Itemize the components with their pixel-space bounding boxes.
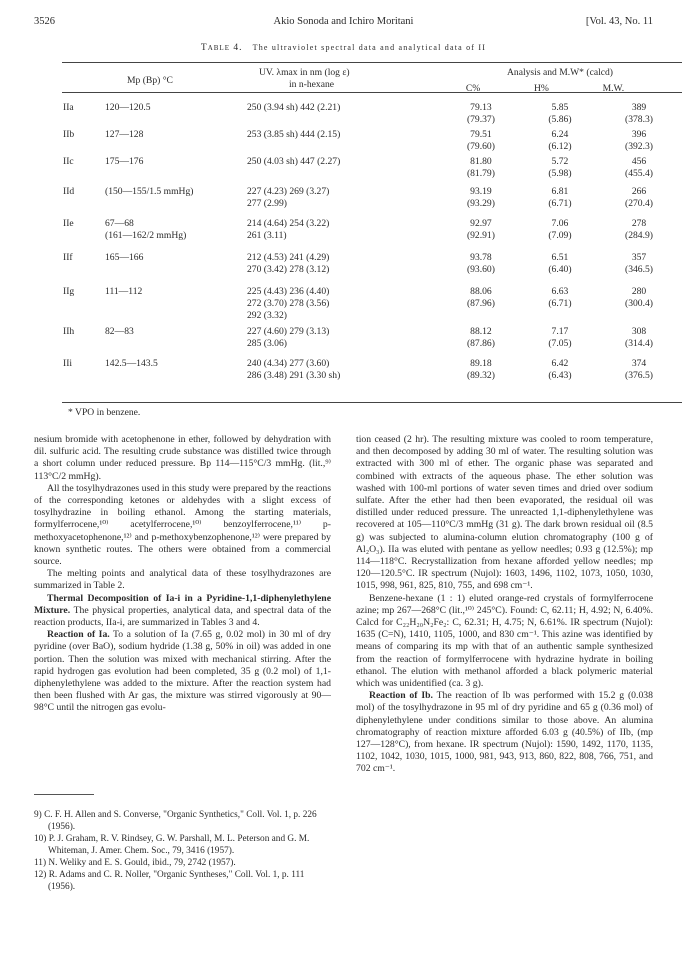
c-percent-cell: 79.51 (79.60) <box>466 129 495 152</box>
table-row <box>62 127 682 154</box>
mp-cell: 142.5—143.5 <box>105 358 158 369</box>
compound-id: IIg <box>63 286 75 297</box>
header-c: C% <box>465 83 481 94</box>
mw-cell: 308 (314.4) <box>625 326 653 349</box>
uv-cell: 227 (4.60) 279 (3.13) 285 (3.06) <box>247 326 330 349</box>
mw-cell: 266 (270.4) <box>625 186 653 209</box>
mw-cell: 389 (378.3) <box>625 102 653 125</box>
mp-cell: (150—155/1.5 mmHg) <box>105 186 194 197</box>
c-percent-cell: 88.06 (87.96) <box>466 286 495 309</box>
uv-cell: 212 (4.53) 241 (4.29) 270 (3.42) 278 (3.12) <box>247 252 330 275</box>
compound-id: IIh <box>63 326 75 337</box>
mw-cell: 456 (455.4) <box>625 156 653 179</box>
paragraph: Reaction of Ib. The reaction of Ib was performed with 15.2 g (0.038 mol) of the tosylhydrazone in 95 ml of dry pyridine and 65 g (0.36 mol) of diphenylethylene under conditions similar to those above. An alumina chromatography of reaction mixture afforded 6.03 g (40.5%) of IIb, (mp 127—128°C), from hexane. IR spectrum (Nujol): 1590, 1492, 1170, 1135, 1102, 1042, 1030, 1015, 1000, 981, 943, 913, 860, 822, 808, 766, 751, and 702 cm⁻¹. <box>356 690 653 775</box>
paragraph: Reaction of Ia. To a solution of Ia (7.65 g, 0.02 mol) in 30 ml of dry pyridine (over BaO), sodium hydride (1.38 g, 50% in oil) was added in one portion. Then the solution was mixed with mechanical stirring. After the rapid hydrogen gas evolution had been completed, 35 g (0.2 mol) of 1,1-diphenylethylene was added to the mixture. After the reaction system had then been flushed with Ar gas, the mixture was stirred vigorously at 90—98°C until the nitrogen gas evolu- <box>34 629 331 714</box>
paragraph: Benzene-hexane (1 : 1) eluted orange-red crystals of formylferrocene azine; mp 267—268°C (lit.,¹⁰⁾ 245°C). Found: C, 62.11; H, 4.92; N, 6.40%. Calcd for C₂₂H₂₀N₂Fe₂: C, 62.31; H, 4.75; N, 6.61%. IR spectrum (Nujol): 1635 (C=N), 1410, 1105, 1000, and 830 cm⁻¹. This azine was identified by means of comparing its mp with that of an authentic sample synthesized from the reaction of formylferrocene with hydrazine hydrate in boiling ethanol. The elution with methanol afforded a black polymeric material which was unidentified (ca. 3 g). <box>356 592 653 690</box>
table-row <box>62 184 682 216</box>
table-top-rule <box>62 62 682 63</box>
header-analysis: Analysis and M.W* (calcd) C% H% M.W. <box>465 67 625 94</box>
page-number: 3526 <box>34 16 55 27</box>
table-title: The ultraviolet spectral data and analytical data of II <box>252 43 487 52</box>
left-column <box>34 434 331 715</box>
header-mw: M.W. <box>602 83 625 94</box>
reaction-ia-heading: Reaction of Ia. <box>47 629 110 641</box>
table-footnote: * VPO in benzene. <box>68 407 141 418</box>
uv-cell: 214 (4.64) 254 (3.22) 261 (3.11) <box>247 218 330 241</box>
h-percent-cell: 5.85 (5.86) <box>548 102 572 125</box>
page-header <box>34 16 653 30</box>
mp-cell: 82—83 <box>105 326 134 337</box>
paragraph: tion ceased (2 hr). The resulting mixture was cooled to room temperature, and then decomposed by adding 30 ml of water. The resulting solution was extracted with 300 ml of ether. The organic phase was separated and combined with extracts of the aqueous phase. The ether solution was washed with 100-ml portions of water seven times and dried over sodium sulfate. After the ether had then been evaporated, the residual oil was distilled under reduced pressure. The unreacted 1,1-diphenylethylene was recovered at 105—110°C/3 mmHg (31 g). The dark brown residual oil (8.5 g) was subjected to alumina-column elution chromatography (100 g of Al₂O₃). IIa was eluted with pentane as yellow needles; 0.93 g (12.5%); mp 114—118°C. Recrystallization from hexane afforded yellow needles; mp 120—120.5°C. IR spectrum (Nujol): 1603, 1496, 1102, 1073, 1050, 1030, 1015, 998, 961, 825, 810, 755, and 698 cm⁻¹. <box>356 434 653 592</box>
mp-cell: 67—68 (161—162/2 mmHg) <box>105 218 187 241</box>
compound-id: IIc <box>63 156 74 167</box>
uv-cell: 253 (3.85 sh) 444 (2.15) <box>247 129 341 140</box>
h-percent-cell: 6.51 (6.40) <box>548 252 572 275</box>
reference-item: 12) R. Adams and C. R. Noller, "Organic Syntheses," Coll. Vol. 1, p. 111 (1956). <box>34 870 305 892</box>
mw-cell: 280 (300.4) <box>625 286 653 309</box>
reaction-ib-heading: Reaction of Ib. <box>369 690 433 702</box>
table-row <box>62 96 682 127</box>
volume-info: [Vol. 43, No. 11 <box>585 16 653 27</box>
paragraph: All the tosylhydrazones used in this study were prepared by the reactions of the corresponding ketones or aldehydes with a slight excess of tosylhydrazine in boiling ethanol. Among the starting materials, formylferrocene,¹⁰⁾ acetylferrocene,¹⁰⁾ benzoylferrocene,¹¹⁾ p-methoxyacetophenone,¹²⁾ and p-methoxybenzophenone,¹²⁾ were prepared by known synthetic routes. The others were obtained from a commercial source. <box>34 482 331 568</box>
c-percent-cell: 93.19 (93.29) <box>466 186 495 209</box>
references-divider <box>34 794 94 795</box>
data-table <box>62 64 682 388</box>
table-row <box>62 356 682 388</box>
mp-cell: 127—128 <box>105 129 144 140</box>
mp-cell: 175—176 <box>105 156 144 167</box>
table-label: Table 4. <box>200 43 243 53</box>
compound-id: IIa <box>63 102 74 113</box>
table-bottom-rule <box>62 402 682 403</box>
table-row <box>62 324 682 356</box>
header-id <box>62 64 104 96</box>
c-percent-cell: 93.78 (93.60) <box>466 252 495 275</box>
uv-cell: 225 (4.43) 236 (4.40) 272 (3.70) 278 (3.56) 292 (3.32) <box>247 286 330 321</box>
mp-cell: 120—120.5 <box>105 102 151 113</box>
c-percent-cell: 81.80 (81.79) <box>466 156 495 179</box>
uv-cell: 250 (3.94 sh) 442 (2.21) <box>247 102 341 113</box>
h-percent-cell: 6.63 (6.71) <box>548 286 572 309</box>
table-caption <box>34 43 653 53</box>
c-percent-cell: 79.13 (79.37) <box>466 102 495 125</box>
mw-cell: 396 (392.3) <box>625 129 653 152</box>
h-percent-cell: 7.06 (7.09) <box>548 218 572 241</box>
h-percent-cell: 6.81 (6.71) <box>548 186 572 209</box>
h-percent-cell: 6.42 (6.43) <box>548 358 572 381</box>
running-authors: Akio Sonoda and Ichiro Moritani <box>273 16 414 27</box>
c-percent-cell: 88.12 (87.86) <box>466 326 495 349</box>
table-row <box>62 284 682 324</box>
table-row <box>62 154 682 184</box>
header-uv: UV. λmax in nm (log ε) in n-hexane <box>259 67 350 90</box>
paragraph: Thermal Decomposition of Ia-i in a Pyridine-1,1-diphenylethylene Mixture. The physical properties, analytical data, and spectral data of the reaction products, IIa-i, are summarized in Tables 3 and 4. <box>34 592 331 629</box>
reference-item: 10) P. J. Graham, R. V. Rindsey, G. W. Parshall, M. L. Peterson and G. M. Whiteman, J. Amer. Chem. Soc., 79, 3416 (1957). <box>34 834 310 856</box>
paragraph: nesium bromide with acetophenone in ether, followed by dehydration with dil. sulfuric acid. The resulting crude substance was distilled twice through a short column under reduced pressure. Bp 114—115°C/3 mmHg. (lit.,⁹⁾ 113°C/2 mmHg). <box>34 434 331 482</box>
table-row <box>62 216 682 250</box>
right-column <box>356 434 653 776</box>
uv-cell: 227 (4.23) 269 (3.27) 277 (2.99) <box>247 186 330 209</box>
mw-cell: 374 (376.5) <box>625 358 653 381</box>
references <box>34 794 331 893</box>
header-h: H% <box>533 83 549 94</box>
uv-cell: 250 (4.03 sh) 447 (2.27) <box>247 156 341 167</box>
reference-item: 11) N. Weliky and E. S. Gould, ibid., 79, 2742 (1957). <box>34 858 236 868</box>
table-row <box>62 250 682 284</box>
mw-cell: 357 (346.5) <box>625 252 653 275</box>
compound-id: IIi <box>63 358 73 369</box>
paragraph: The melting points and analytical data of these tosylhydrazones are summarized in Table 2. <box>34 568 331 592</box>
h-percent-cell: 6.24 (6.12) <box>548 129 572 152</box>
mp-cell: 111—112 <box>105 286 143 297</box>
c-percent-cell: 89.18 (89.32) <box>466 358 495 381</box>
c-percent-cell: 92.97 (92.91) <box>466 218 495 241</box>
h-percent-cell: 5.72 (5.98) <box>548 156 572 179</box>
compound-id: IIe <box>63 218 74 229</box>
header-mp: Mp (Bp) °C <box>127 75 173 86</box>
compound-id: IIf <box>63 252 73 263</box>
reference-item: 9) C. F. H. Allen and S. Converse, "Organic Synthetics," Coll. Vol. 1, p. 226 (1956). <box>34 810 317 832</box>
compound-id: IId <box>63 186 75 197</box>
mw-cell: 278 (284.9) <box>625 218 653 241</box>
table-body <box>62 96 682 388</box>
section-heading: Thermal Decomposition of Ia-i in a Pyridine-1,1-diphenylethylene Mixture. <box>34 592 331 616</box>
mp-cell: 165—166 <box>105 252 144 263</box>
uv-cell: 240 (4.34) 277 (3.60) 286 (3.48) 291 (3.30 sh) <box>247 358 341 381</box>
compound-id: IIb <box>63 129 75 140</box>
h-percent-cell: 7.17 (7.05) <box>548 326 572 349</box>
